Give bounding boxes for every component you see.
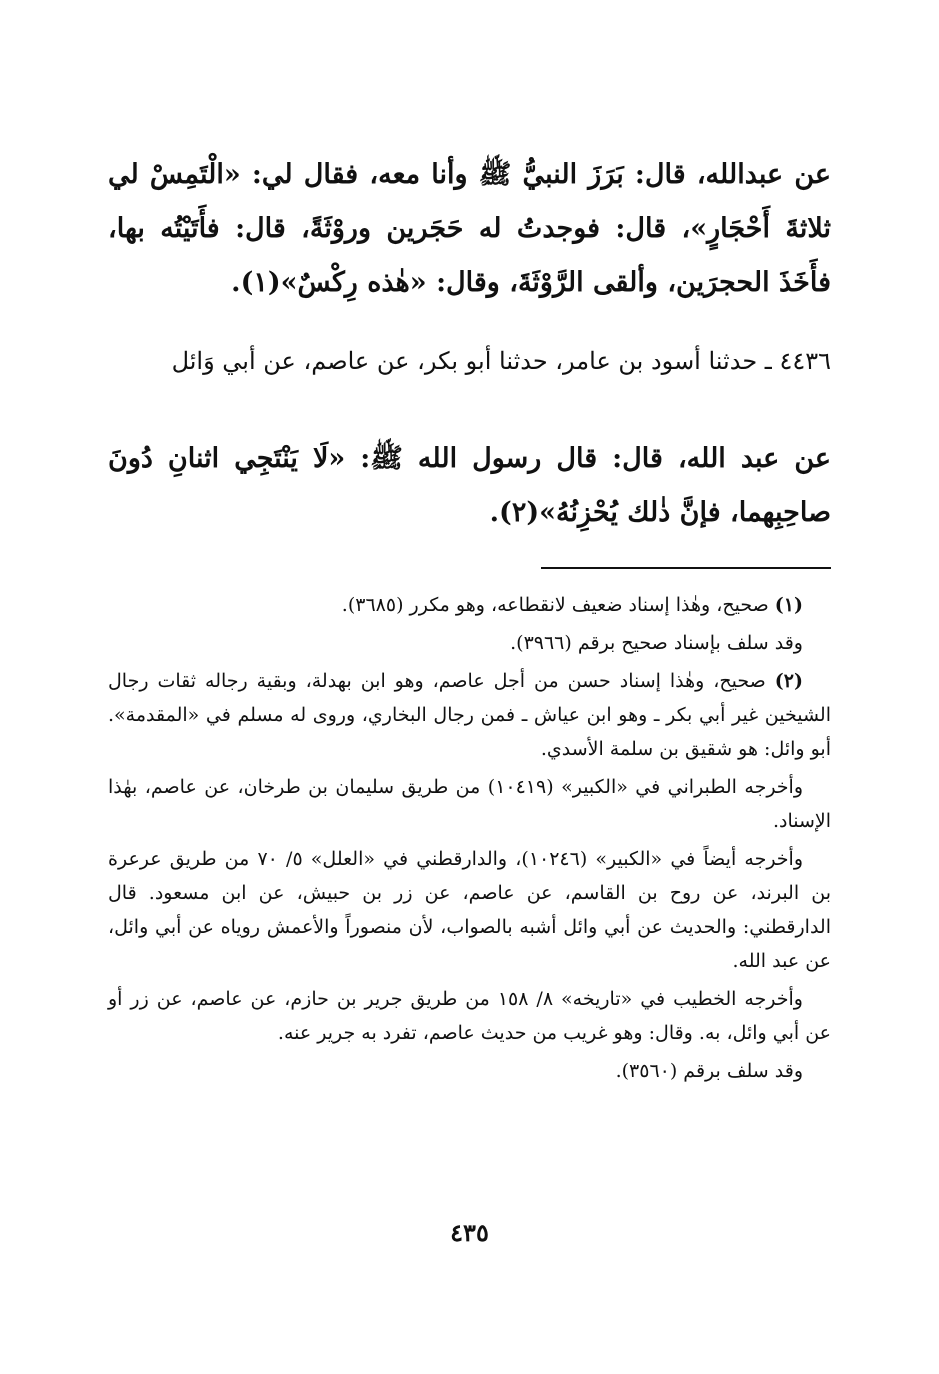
footnote-2-paragraph-4: وأخرجه الخطيب في «تاريخه» ٨/ ١٥٨ من طريق جرير بن حازم، عن عاصم، عن زر أو عن أبي وائل، به. وقال: وهو غريب من حديث عاصم، تفرد به جرير عنه. [108,988,831,1044]
footnote-1-continuation: وقد سلف بإسناد صحيح برقم (٣٩٦٦). [510,632,803,654]
footnote-1-text: صحيح، وهٰذا إسناد ضعيف لانقطاعه، وهو مكرر (٣٦٨٥). [341,594,769,616]
footnote-1 [108,588,831,622]
footnote-2 [108,664,831,766]
hadith-text-1 [108,148,831,310]
footnote-1-number: (١) [774,594,803,616]
footnote-2-number: (٢) [774,670,803,692]
hadith-chain-4436 [108,336,831,386]
hadith-text-2 [108,432,831,540]
page-number: ٤٣٥ [450,1218,489,1247]
footnote-2-paragraph-3: وأخرجه أيضاً في «الكبير» (١٠٢٤٦)، والدارقطني في «العلل» ٥/ ٧٠ من طريق عرعرة بن البرند، عن روح بن القاسم، عن عاصم، عن زر بن حبيش، عن ابن مسعود. قال الدارقطني: والحديث عن أبي وائل أشبه بالصواب، لأن منصوراً والأعمش روياه عن أبي وائل، عن عبد الله. [108,848,831,972]
footnote-2-paragraph-2: وأخرجه الطبراني في «الكبير» (١٠٤١٩) من طريق سليمان بن طرخان، عن عاصم، بهٰذا الإسناد. [108,776,831,832]
footnote-divider [541,567,831,569]
footnote-2-text: صحيح، وهٰذا إسناد حسن من أجل عاصم، وهو ابن بهدلة، وبقية رجاله ثقات رجال الشيخين غير أبي بكر ـ وهو ابن عياش ـ فمن رجال البخاري، وروى له مسلم في «المقدمة». أبو وائل: هو شقيق بن سلمة الأسدي. [108,670,831,760]
hadith-paragraph-1: عن عبدالله، قال: بَرَزَ النبيُّ ﷺ وأنا معه، فقال لي: «الْتَمِسْ لي ثلاثةَ أَحْجَارٍ»، قال: فوجدتُ له حَجَرين وروْثَةً، قال: فأَتَيْتُه بها، فأَخَذَ الحجرَين، وألقى الرَّوْثَةَ، وقال: «هٰذه رِكْسٌ»(١). [108,159,831,298]
footnote-2-paragraph-5: وقد سلف برقم (٣٥٦٠). [615,1060,803,1082]
footnotes [108,588,831,1092]
hadith-chain-line: ٤٤٣٦ ـ حدثنا أسود بن عامر، حدثنا أبو بكر، عن عاصم، عن أبي وَائل [171,347,831,375]
hadith-paragraph-2: عن عبد الله، قال: قال رسول الله ﷺ: «لَا يَنْتَجِي اثنانِ دُونَ صاحِبِهما، فإنَّ ذٰلك يُحْزِنُهُ»(٢). [108,443,831,528]
